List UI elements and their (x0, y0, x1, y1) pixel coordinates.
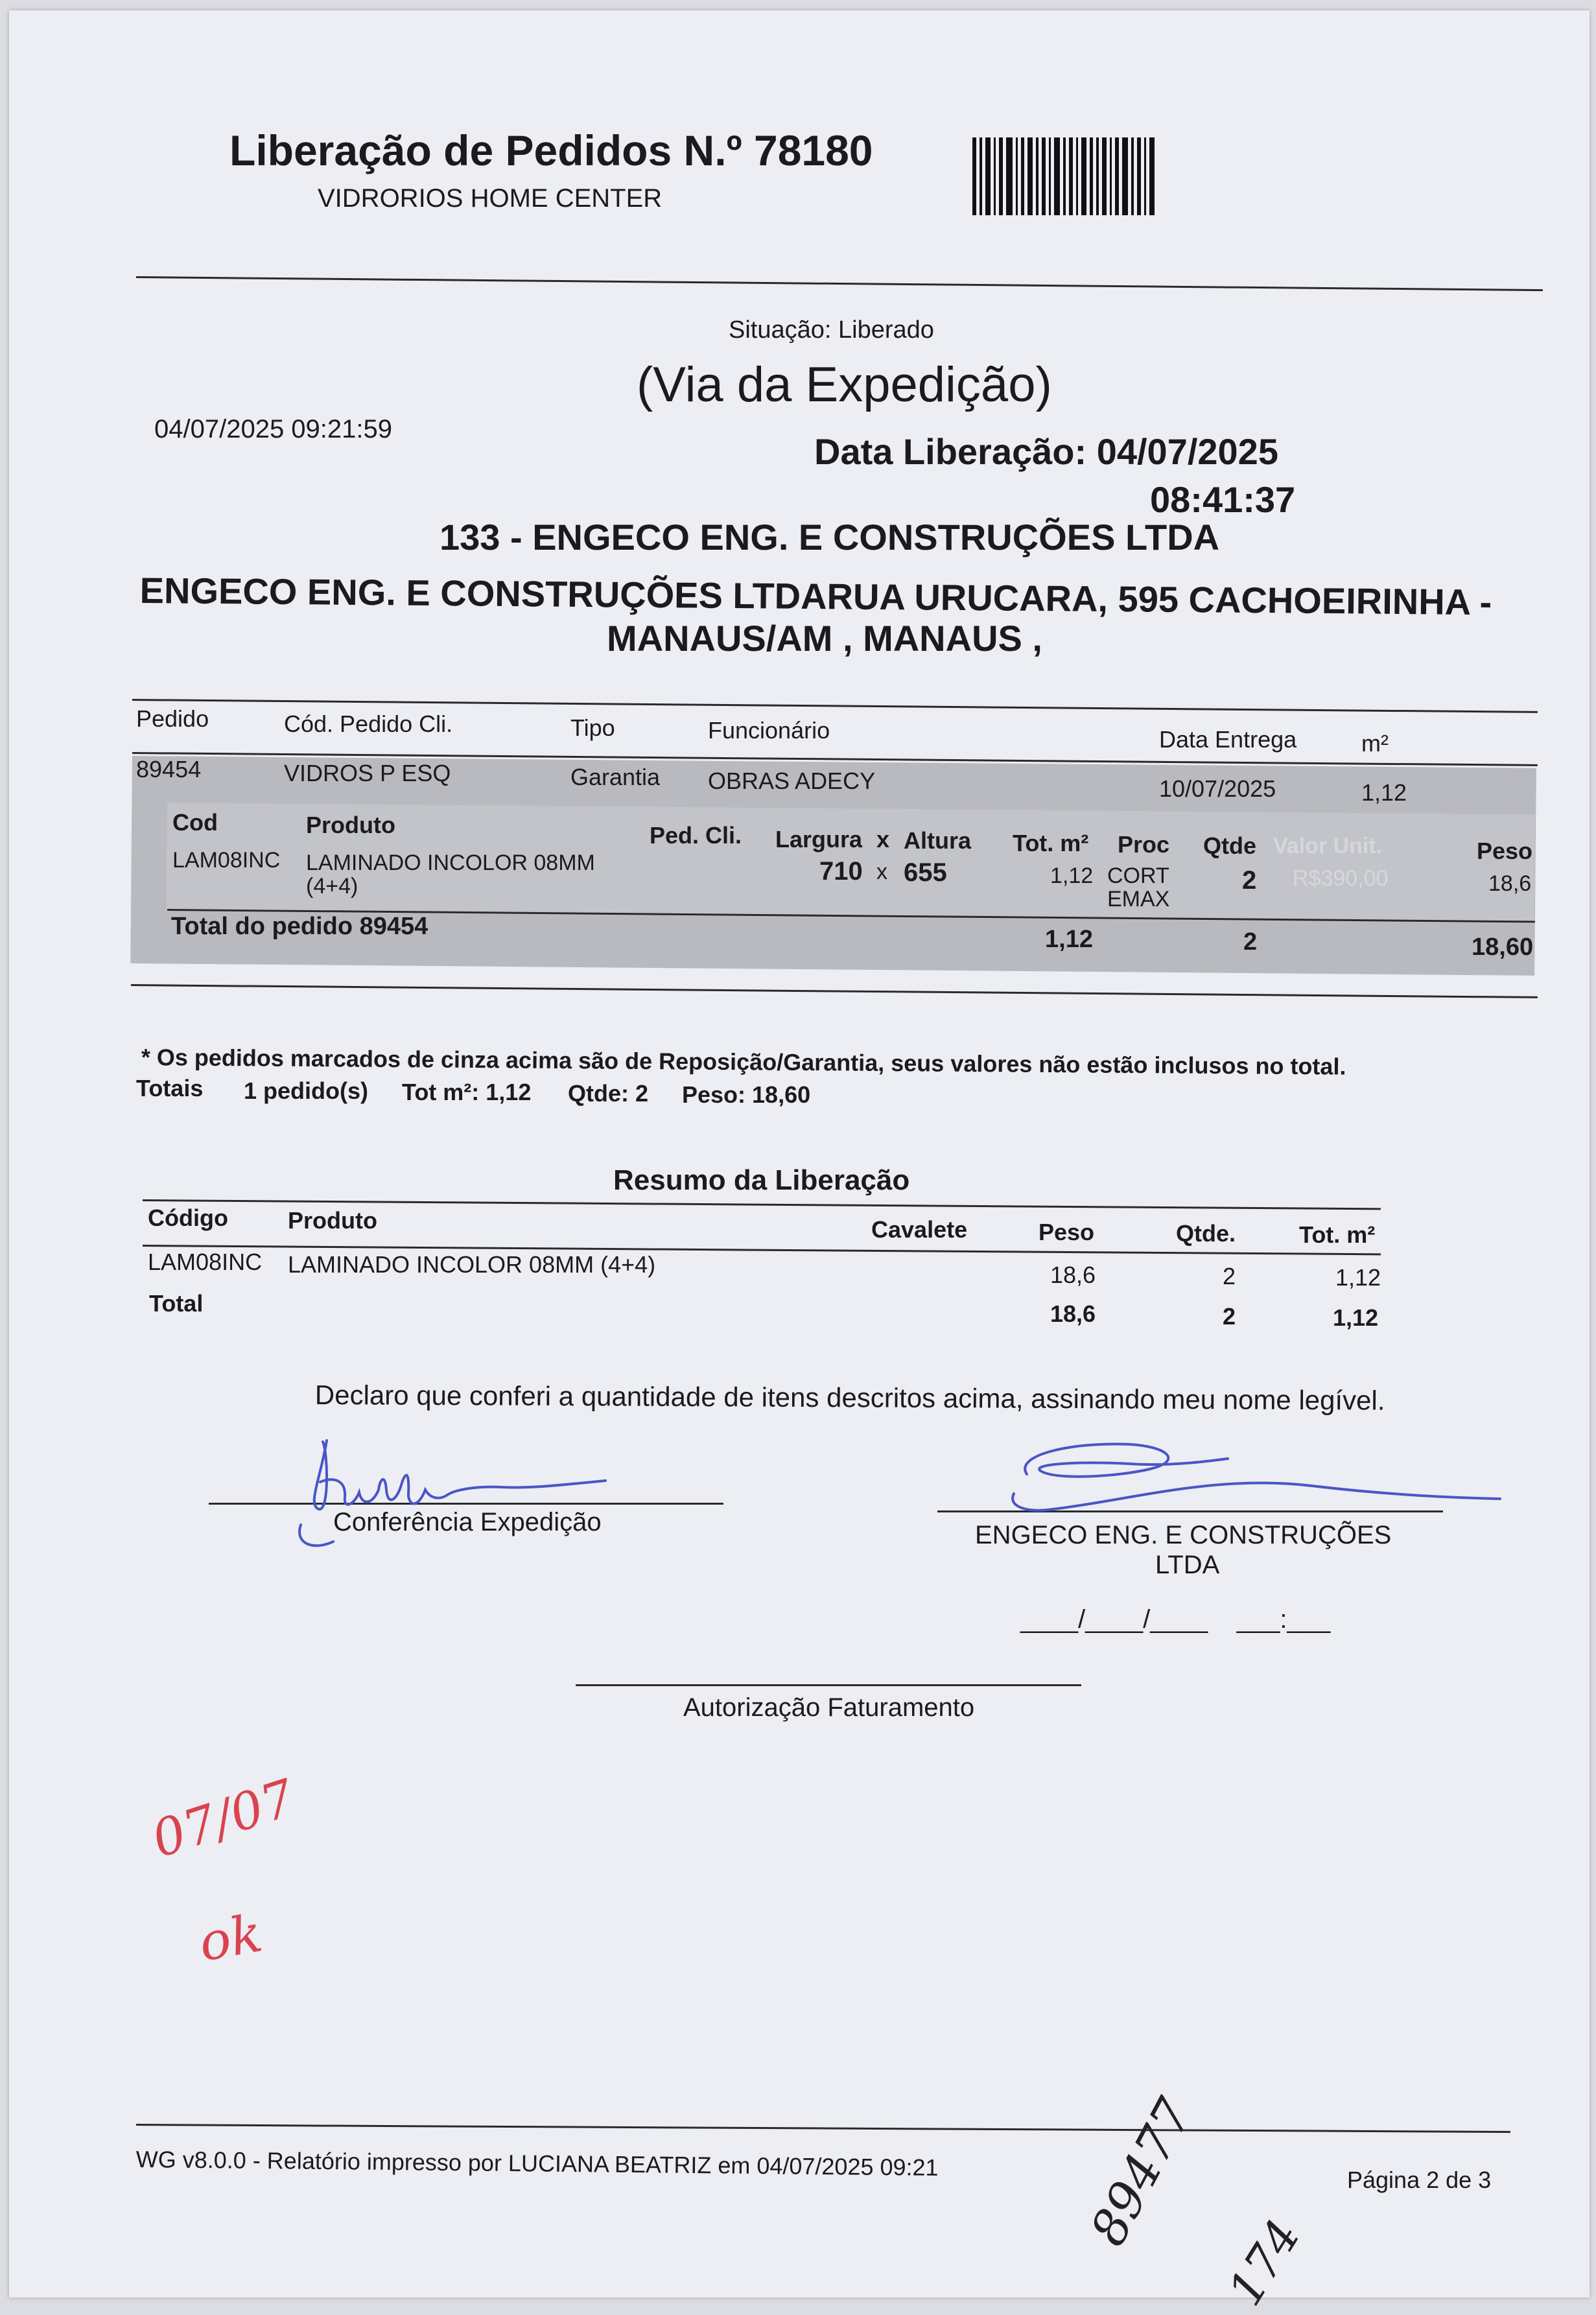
client-signature (1001, 1435, 1507, 1520)
date-blanks: ____/____/____ ___:___ (1020, 1605, 1331, 1634)
col-header-tipo: Tipo (570, 714, 615, 741)
client-address-line1: ENGECO ENG. E CONSTRUÇÕES LTDARUA URUCARA, 595 CACHOEIRINHA - (139, 569, 1492, 623)
item-largura: 710 (819, 857, 863, 886)
item-header-altura: Altura (904, 827, 972, 854)
item-header-cod: Cod (172, 809, 218, 836)
item-header-proc: Proc (1118, 831, 1170, 858)
signature-right-label-line1: ENGECO ENG. E CONSTRUÇÕES (975, 1521, 1392, 1549)
summary-total-label: Total (149, 1290, 204, 1317)
item-proc-line2: EMAX (1107, 887, 1170, 911)
header-divider (136, 276, 1543, 291)
handwritten-red-ok: ok (194, 1903, 267, 1973)
order-tipo: Garantia (570, 764, 661, 790)
totals-peso: Peso: 18,60 (682, 1081, 811, 1108)
summary-total-tot-m2: 1,12 (1333, 1304, 1379, 1331)
document-page (9, 10, 1590, 2315)
summary-title: Resumo da Liberação (613, 1164, 910, 1196)
summary-total-peso: 18,6 (1050, 1300, 1096, 1327)
handwritten-red-date: 07/07 (145, 1769, 302, 1870)
authorization-label: Autorização Faturamento (683, 1693, 975, 1722)
release-date: Data Liberação: 04/07/2025 (814, 431, 1278, 472)
expedicao-signature (281, 1428, 618, 1564)
summary-row-peso: 18,6 (1050, 1262, 1096, 1288)
totals-pedidos: 1 pedido(s) (244, 1077, 369, 1104)
release-time: 08:41:37 (1150, 479, 1296, 520)
item-header-tot-m2: Tot. m² (1013, 830, 1089, 856)
item-header-ped-cli: Ped. Cli. (650, 822, 742, 849)
signature-right-label-line2: LTDA (1155, 1551, 1220, 1579)
col-header-m2: m² (1361, 730, 1389, 757)
summary-header-peso: Peso (1039, 1219, 1095, 1245)
garantia-note: * Os pedidos marcados de cinza acima são de Reposição/Garantia, seus valores não estão inclusos no total. (141, 1044, 1346, 1080)
declaration-text: Declaro que conferi a quantidade de itens descritos acima, assinando meu nome legível. (314, 1380, 1385, 1416)
summary-header-produto: Produto (288, 1207, 377, 1234)
item-header-valor-unit: Valor Unit. (1273, 834, 1383, 858)
item-valor-unit: R$390,00 (1293, 866, 1389, 891)
footer-page-number: Página 2 de 3 (1347, 2167, 1492, 2193)
item-x: x (876, 860, 887, 884)
client-code-name: 133 - ENGECO ENG. E CONSTRUÇÕES LTDA (440, 517, 1220, 558)
document-title: Liberação de Pedidos N.º 78180 (229, 126, 873, 174)
item-cod: LAM08INC (172, 848, 281, 873)
print-datetime: 04/07/2025 09:21:59 (154, 415, 393, 443)
totals-tot-m2: Tot m²: 1,12 (402, 1079, 532, 1105)
item-proc-line1: CORT (1107, 864, 1169, 888)
handwritten-footer-number-2: 174 (1217, 2210, 1311, 2315)
item-altura: 655 (904, 858, 947, 887)
col-header-data-entrega: Data Entrega (1159, 726, 1297, 753)
item-header-produto: Produto (306, 812, 395, 838)
col-header-pedido: Pedido (136, 705, 209, 732)
summary-header-cavalete: Cavalete (871, 1216, 968, 1243)
summary-total-qtde: 2 (1223, 1303, 1236, 1330)
order-total-peso: 18,60 (1472, 934, 1534, 961)
item-header-qtde: Qtde (1203, 832, 1257, 859)
item-produto-line1: LAMINADO INCOLOR 08MM (306, 851, 595, 875)
order-m2: 1,12 (1361, 779, 1407, 806)
totals-label: Totais (136, 1075, 204, 1101)
summary-row-qtde: 2 (1223, 1263, 1236, 1289)
order-total-tot-m2: 1,12 (1045, 926, 1093, 953)
handwritten-footer-number-1: 89477 (1079, 2089, 1204, 2255)
item-tot-m2: 1,12 (1050, 864, 1094, 888)
item-header-x: x (876, 826, 890, 852)
summary-header-qtde: Qtde. (1176, 1220, 1236, 1247)
summary-header-tot-m2: Tot. m² (1299, 1221, 1376, 1248)
signature-left-label: Conferência Expedição (333, 1508, 602, 1536)
order-pedido: 89454 (136, 756, 202, 782)
order-table-bottom-line (131, 984, 1538, 998)
summary-row-codigo: LAM08INC (148, 1249, 263, 1275)
authorization-line (576, 1684, 1081, 1686)
item-produto-line2: (4+4) (306, 874, 358, 899)
company-name: VIDRORIOS HOME CENTER (318, 184, 663, 213)
order-cod-pedido-cli: VIDROS P ESQ (284, 760, 451, 786)
via-label: (Via da Expedição) (637, 357, 1052, 412)
totals-qtde: Qtde: 2 (568, 1080, 649, 1107)
footer-line (136, 2124, 1510, 2133)
footer-printed-by: WG v8.0.0 - Relatório impresso por LUCIANA BEATRIZ em 04/07/2025 09:21 (135, 2146, 939, 2181)
order-total-qtde: 2 (1243, 928, 1258, 956)
item-peso: 18,6 (1488, 871, 1532, 896)
order-data-entrega: 10/07/2025 (1159, 775, 1276, 802)
summary-header-codigo: Código (148, 1205, 228, 1231)
summary-row-produto: LAMINADO INCOLOR 08MM (4+4) (288, 1251, 656, 1278)
item-header-peso: Peso (1477, 838, 1533, 864)
client-address-line2: MANAUS/AM , MANAUS , (607, 618, 1042, 659)
order-total-label: Total do pedido 89454 (171, 913, 428, 940)
order-funcionario: OBRAS ADECY (708, 768, 876, 794)
barcode (972, 137, 1158, 215)
status-text: Situação: Liberado (729, 316, 934, 344)
item-qtde: 2 (1242, 866, 1257, 895)
summary-row-tot-m2: 1,12 (1335, 1264, 1381, 1291)
col-header-funcionario: Funcionário (708, 717, 830, 744)
item-header-largura: Largura (775, 826, 863, 852)
col-header-cod-pedido-cli: Cód. Pedido Cli. (284, 711, 453, 737)
